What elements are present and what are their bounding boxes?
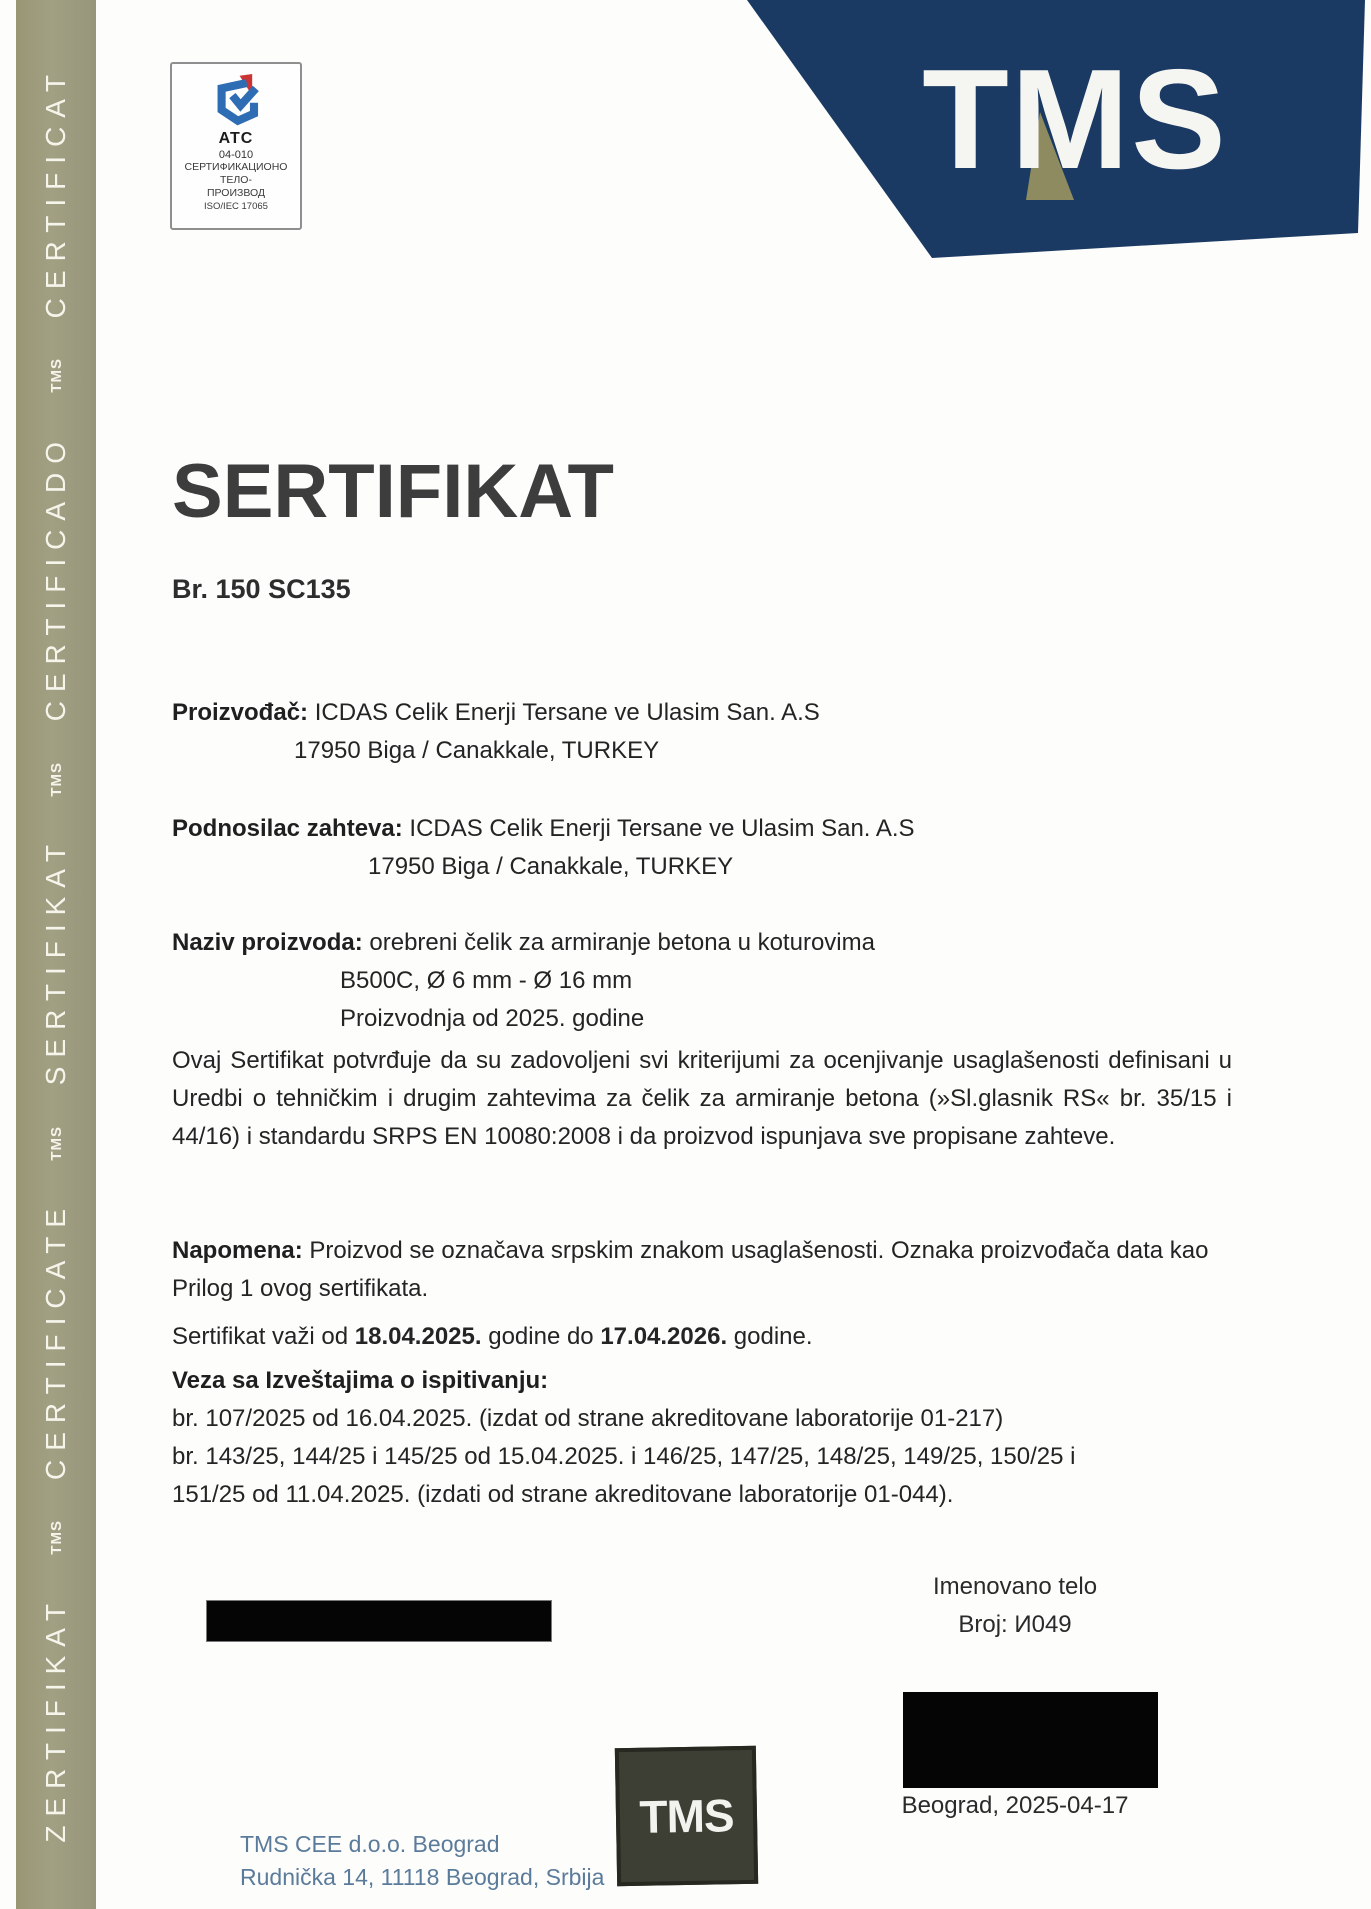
atc-number: 04-010 — [218, 149, 254, 161]
band-word-zertifikat: ZERTIFIKAT — [40, 1595, 71, 1843]
redacted-signature-left — [207, 1601, 551, 1641]
field-label: Naziv proizvoda: — [172, 929, 363, 956]
atc-text-line2: ТЕЛО- — [220, 174, 252, 186]
atc-accreditation-badge — [170, 62, 302, 230]
designated-body-block — [860, 1568, 1170, 1644]
issue-place-date: Beograd, 2025-04-17 — [901, 1792, 1129, 1819]
tms-stamp-text: TMS — [638, 1789, 734, 1843]
band-word-certificat: CERTIFICAT — [40, 66, 71, 319]
note-text: Proizvod se označava srpskim znakom usaglašenosti. Oznaka proizvođača data kao Prilog 1 ovog sertifikata. — [172, 1237, 1209, 1302]
certificate-number: Br. 150 SC135 — [172, 574, 351, 604]
atc-label: ATC — [218, 130, 254, 147]
field-label: Proizvođač: — [172, 699, 309, 726]
field-naziv-proizvoda — [172, 924, 875, 1038]
tms-mark-icon: TMS — [47, 358, 65, 394]
company-address — [240, 1828, 604, 1894]
redacted-signature-right — [903, 1692, 1158, 1788]
designated-body-number: Broj: И049 — [958, 1611, 1072, 1638]
test-reports-section — [172, 1362, 1257, 1514]
field-podnosilac-zahteva — [172, 810, 915, 886]
band-word-certificate: CERTIFICATE — [40, 1200, 71, 1481]
tms-mark-icon: TMS — [47, 1520, 65, 1556]
tms-stamp — [615, 1746, 758, 1886]
field-value: orebreni čelik za armiranje betona u koturovima — [369, 929, 875, 956]
company-name: TMS CEE d.o.o. Beograd — [240, 1831, 500, 1857]
tms-logo-text: TMS — [922, 40, 1228, 199]
tms-mark-icon: TMS — [47, 1125, 65, 1161]
field-value-line2: 17950 Biga / Canakkale, TURKEY — [368, 853, 734, 880]
field-value-line2: 17950 Biga / Canakkale, TURKEY — [294, 737, 660, 764]
band-word-sertifikat: SERTIFIKAT — [40, 836, 71, 1086]
field-value-line2: B500C, Ø 6 mm - Ø 16 mm — [340, 967, 633, 994]
confirmation-paragraph: Ovaj Sertifikat potvrđuje da su zadovoljeni svi kriterijumi za ocenjivanje usaglašenosti definisani u Uredbi o tehničkim i drugim zahtevima za čelik za armiranje betona (»Sl.glasnik RS« br. 35/15 i 44/16) i standardu SRPS EN 10080:2008 i da proizvod ispunjava sve propisane zahteve. — [172, 1047, 1232, 1150]
atc-iso-standard: ISO/IEC 17065 — [204, 201, 268, 212]
vertical-certificate-band — [16, 0, 96, 1909]
field-value: ICDAS Celik Enerji Tersane ve Ulasim San. A.S — [409, 815, 915, 842]
validity-prefix: Sertifikat važi od — [172, 1323, 355, 1350]
reports-heading: Veza sa Izveštajima o ispitivanju: — [172, 1367, 549, 1394]
note-paragraph — [172, 1232, 1232, 1308]
field-value-line3: Proizvodnja od 2025. godine — [340, 1005, 645, 1032]
valid-to-date: 17.04.2026. — [600, 1323, 728, 1350]
reports-line3: 151/25 od 11.04.2025. (izdati od strane akreditovane laboratorije 01-044). — [172, 1481, 954, 1508]
field-label: Podnosilac zahteva: — [172, 815, 403, 842]
reports-line2: br. 143/25, 144/25 i 145/25 od 15.04.2025. i 146/25, 147/25, 148/25, 149/25, 150/25 i — [172, 1443, 1076, 1470]
tms-logo — [660, 0, 1371, 270]
page-title: SERTIFIKAT — [172, 449, 614, 534]
validity-mid: godine do — [481, 1323, 601, 1350]
atc-text-line1: СЕРТИФИКАЦИОНО — [184, 161, 288, 173]
atc-text-line3: ПРОИЗВОД — [206, 187, 266, 199]
company-street: Rudnička 14, 11118 Beograd, Srbija — [240, 1864, 605, 1890]
field-value: ICDAS Celik Enerji Tersane ve Ulasim San. A.S — [314, 699, 820, 726]
reports-line1: br. 107/2025 od 16.04.2025. (izdat od strane akreditovane laboratorije 01-217) — [172, 1405, 1004, 1432]
designated-body-title: Imenovano telo — [932, 1573, 1098, 1600]
field-proizvodjac — [172, 694, 820, 770]
validity-suffix: godine. — [727, 1323, 813, 1350]
atc-checkmark-icon — [209, 74, 263, 128]
valid-from-date: 18.04.2025. — [354, 1323, 482, 1350]
note-label: Napomena: — [172, 1237, 303, 1264]
tms-mark-icon: TMS — [47, 761, 65, 797]
validity-line — [172, 1318, 813, 1356]
band-word-certificado: CERTIFICADO — [40, 433, 71, 722]
